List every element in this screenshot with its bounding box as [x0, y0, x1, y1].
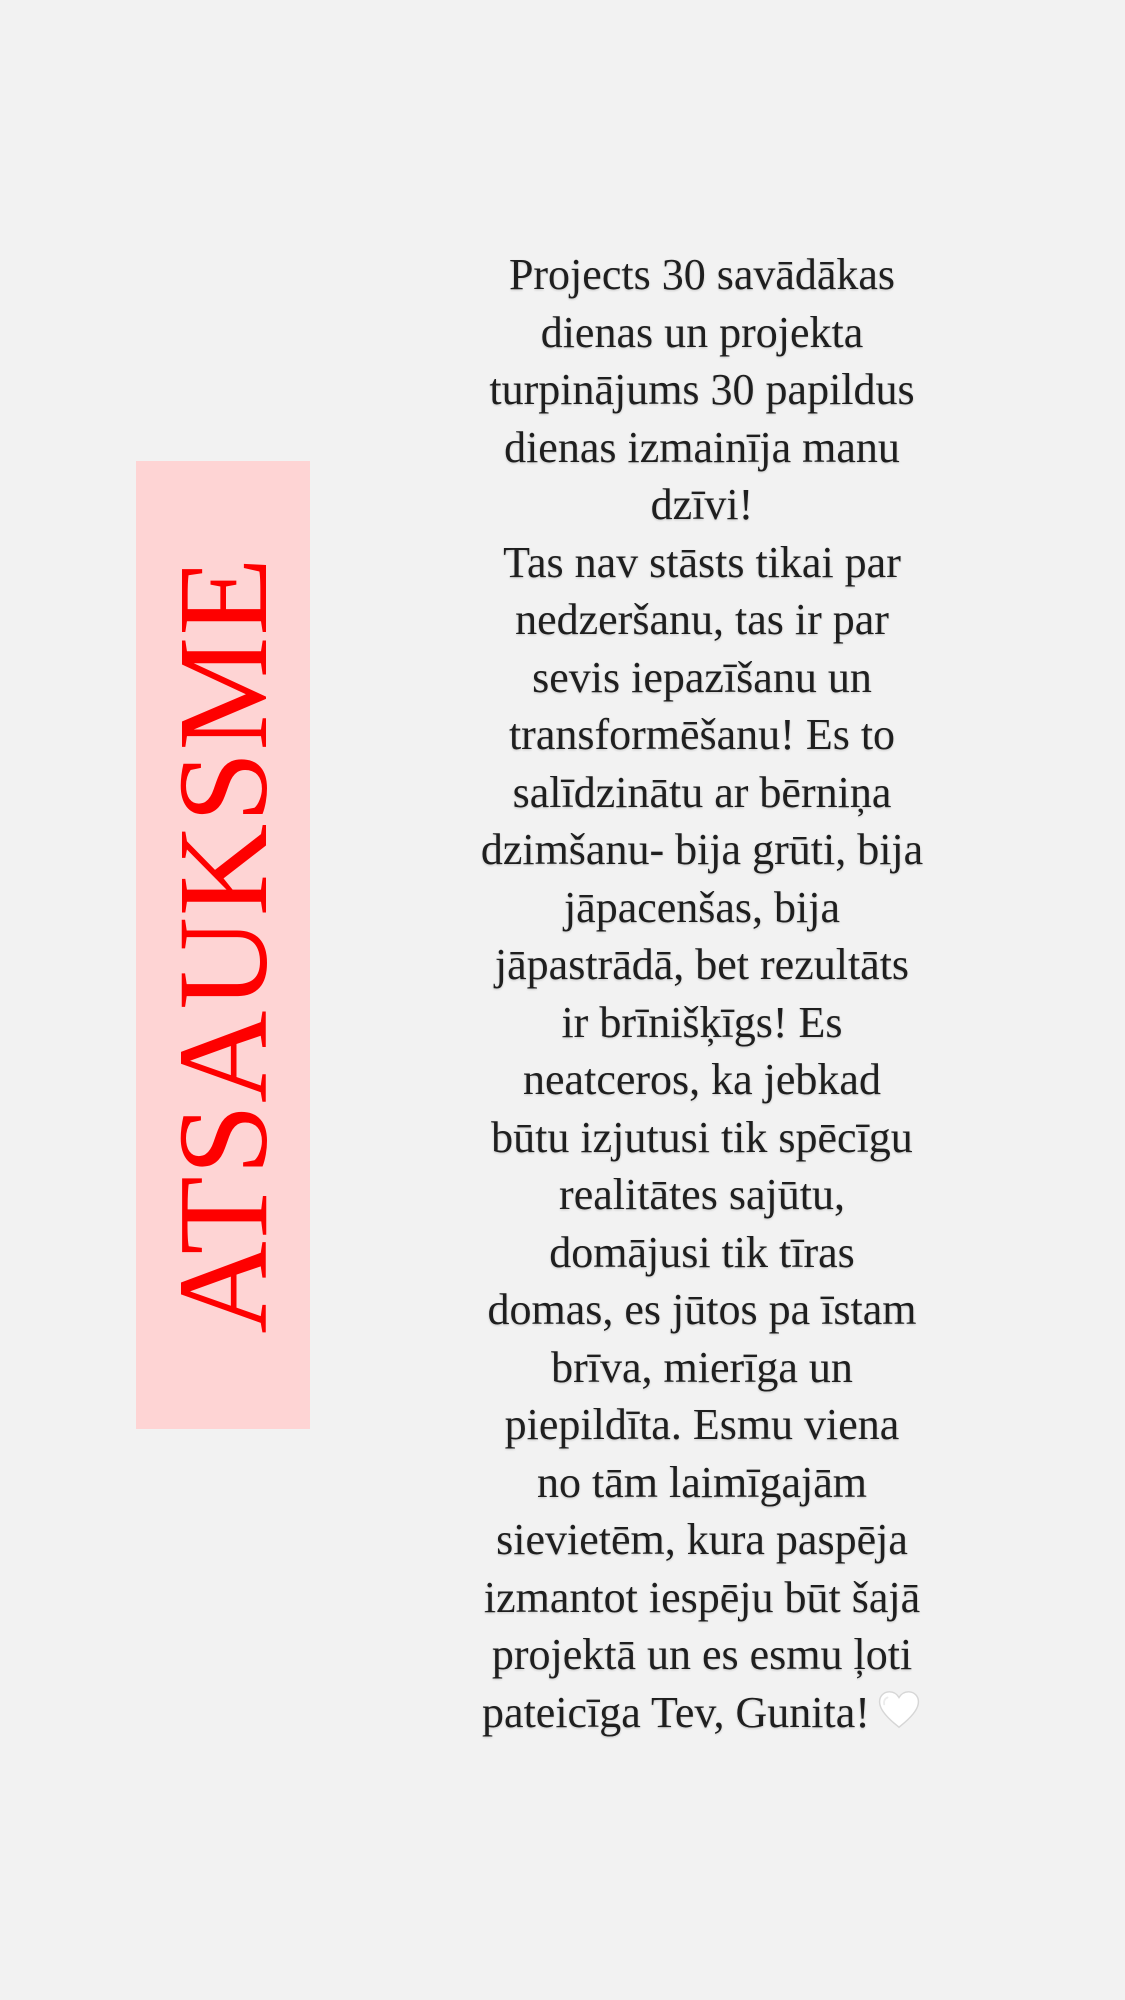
- text-line-last: [432, 1684, 972, 1742]
- text-line: brīva, mierīga un: [551, 1342, 853, 1392]
- text-line: dzimšanu- bija grūti, bija: [480, 825, 924, 874]
- text-line: dzīvi!: [650, 480, 754, 529]
- text-line: domas, es jūtos pa īstam: [487, 1285, 917, 1334]
- text-line: ir brīnišķīgs! Es: [561, 997, 843, 1047]
- text-line: domājusi tik tīras: [549, 1227, 855, 1277]
- text-line: dienas un projekta: [540, 307, 864, 357]
- text-line: nedzeršanu, tas ir par: [515, 595, 889, 644]
- text-line: jāpastrādā, bet rezultāts: [494, 940, 910, 989]
- text-line: Tas nav stāsts tikai par: [503, 537, 901, 587]
- text-line: sevis iepazīšanu un: [532, 652, 872, 702]
- text-line: jāpacenšas, bija: [563, 882, 841, 932]
- text-line: izmantot iespēju būt šajā: [483, 1572, 921, 1622]
- text-line: Projects 30 savādākas: [508, 250, 896, 299]
- label-text: ATSAUKSME: [152, 556, 294, 1334]
- text-line: dienas izmainīja manu: [504, 422, 900, 472]
- text-line: realitātes sajūtu,: [559, 1170, 845, 1219]
- text-line: piepildīta. Esmu viena: [504, 1400, 900, 1449]
- text-line: projektā un es esmu ļoti: [491, 1630, 913, 1679]
- text-line-content: pateicīga Tev, Gunita!: [482, 1687, 870, 1737]
- testimonial-text: [432, 246, 972, 1741]
- text-line: transformēšanu! Es to: [508, 710, 896, 759]
- text-line: neatceros, ka jebkad: [523, 1055, 881, 1104]
- text-line: no tām laimīgajām: [537, 1457, 867, 1507]
- white-heart-icon: [876, 1687, 922, 1733]
- text-line: salīdzinātu ar bērniņa: [512, 767, 892, 817]
- label-sticker: [136, 461, 310, 1429]
- text-line: sievietēm, kura paspēja: [496, 1515, 908, 1564]
- text-line: turpinājums 30 papildus: [489, 365, 915, 414]
- text-line: būtu izjutusi tik spēcīgu: [491, 1112, 913, 1162]
